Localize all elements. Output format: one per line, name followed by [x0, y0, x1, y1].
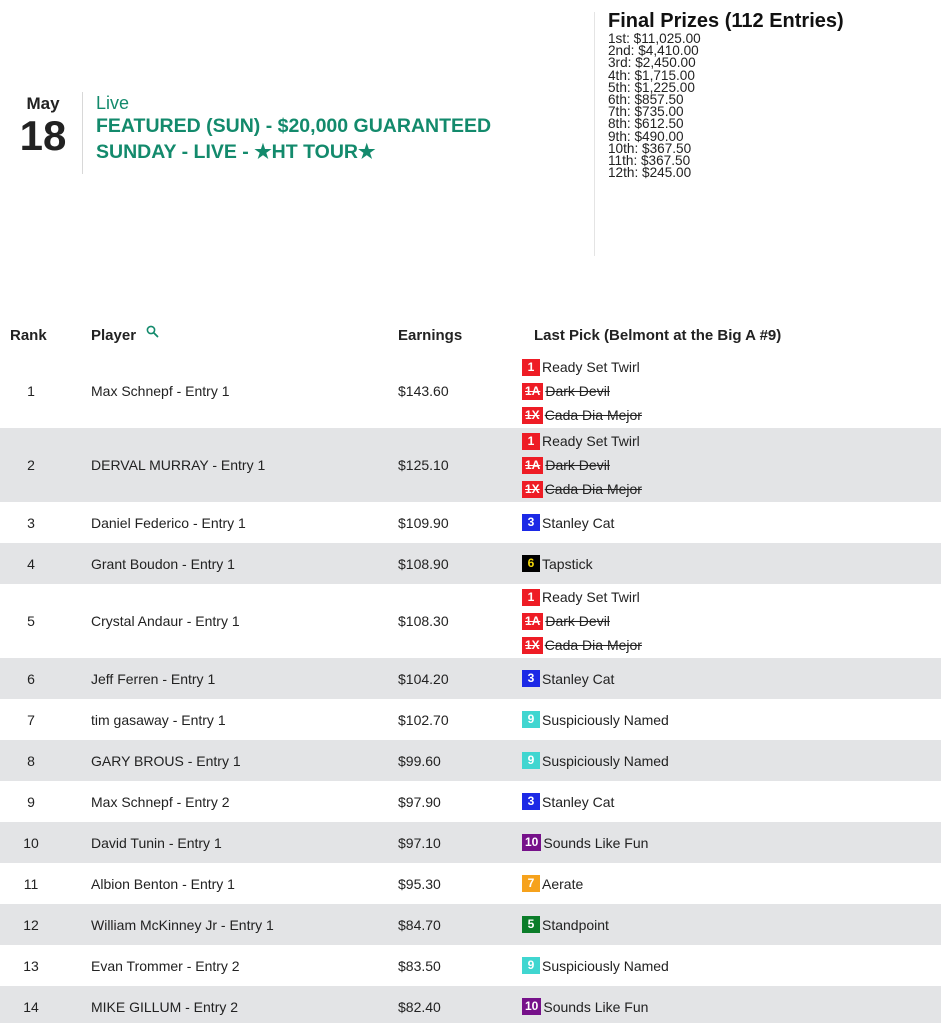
horse-name: Dark Devil [545, 457, 610, 473]
rank-cell: 12 [23, 916, 39, 933]
rank-cell: 4 [27, 555, 35, 572]
earnings-cell: $104.20 [398, 670, 449, 687]
prizes-divider [594, 12, 595, 256]
prize-line: 10th: $367.50 [608, 140, 692, 156]
player-name[interactable]: tim gasaway - Entry 1 [91, 711, 226, 728]
horse-name: Sounds Like Fun [543, 834, 649, 851]
rank-cell: 5 [27, 613, 35, 629]
prize-line: 1st: $11,025.00 [608, 31, 701, 46]
horse-name: Ready Set Twirl [542, 589, 640, 605]
horse-name: Cada Dia Mejor [544, 407, 642, 423]
last-pick-cell [522, 355, 642, 427]
table-row[interactable] [0, 502, 941, 543]
scratched-pick [522, 609, 642, 633]
pick [522, 585, 642, 609]
program-number-badge: 1 [522, 433, 540, 450]
table-row[interactable] [0, 945, 941, 986]
program-number-badge: 5 [522, 916, 540, 933]
leaderboard-table [0, 318, 941, 1023]
pick [522, 552, 593, 576]
table-row[interactable] [0, 986, 941, 1023]
prize-line: 12th: $245.00 [608, 165, 692, 181]
earnings-cell: $83.50 [398, 957, 441, 974]
prize-line: 11th: $367.50 [608, 153, 691, 169]
rank-cell: 1 [27, 383, 35, 399]
earnings-cell: $125.10 [398, 457, 449, 473]
player-name[interactable]: Max Schnepf - Entry 1 [91, 383, 230, 399]
prize-line: 7th: $735.00 [608, 104, 684, 120]
program-number-badge: 1A [522, 383, 543, 400]
last-pick-cell [522, 585, 642, 657]
program-number-badge: 1 [522, 589, 540, 606]
horse-name: Dark Devil [545, 383, 610, 399]
rank-cell: 7 [27, 711, 35, 728]
table-row[interactable] [0, 658, 941, 699]
last-pick-cell [522, 872, 583, 896]
scratched-pick [522, 477, 642, 501]
horse-name: Ready Set Twirl [542, 359, 640, 375]
program-number-badge: 9 [522, 957, 540, 974]
rank-cell: 8 [27, 752, 35, 769]
last-pick-header: Last Pick (Belmont at the Big A #9) [534, 327, 782, 344]
rank-cell: 10 [23, 834, 39, 851]
pick [522, 913, 609, 937]
rank-cell: 9 [27, 793, 35, 810]
rank-cell: 6 [27, 670, 35, 687]
last-pick-cell [522, 913, 609, 937]
player-name[interactable]: David Tunin - Entry 1 [91, 834, 222, 851]
player-name[interactable]: Grant Boudon - Entry 1 [91, 555, 235, 572]
last-pick-cell [522, 831, 648, 855]
program-number-badge: 3 [522, 793, 540, 810]
table-row[interactable] [0, 584, 941, 658]
earnings-cell: $102.70 [398, 711, 449, 728]
prize-line: 8th: $612.50 [608, 116, 684, 132]
pick [522, 790, 614, 814]
horse-name: Stanley Cat [542, 670, 615, 687]
event-info [96, 93, 491, 165]
earnings-cell: $99.60 [398, 752, 441, 769]
horse-name: Stanley Cat [542, 514, 615, 531]
program-number-badge: 3 [522, 670, 540, 687]
pick [522, 872, 583, 896]
table-row[interactable] [0, 781, 941, 822]
event-title-line2: SUNDAY - LIVE - ★HT TOUR★ [96, 141, 376, 163]
event-day: 18 [19, 112, 67, 159]
player-name[interactable]: Jeff Ferren - Entry 1 [91, 670, 216, 687]
last-pick-cell [522, 429, 642, 501]
final-prizes [608, 10, 844, 179]
earnings-cell: $108.90 [398, 555, 449, 572]
last-pick-cell [522, 552, 593, 576]
program-number-badge: 1X [522, 481, 543, 498]
program-number-badge: 1A [522, 457, 543, 474]
prize-line: 6th: $857.50 [608, 92, 684, 108]
player-name[interactable]: DERVAL MURRAY - Entry 1 [91, 457, 266, 473]
table-row[interactable] [0, 740, 941, 781]
pick [522, 749, 669, 773]
horse-name: Suspiciously Named [542, 957, 669, 974]
pick [522, 708, 669, 732]
table-row[interactable] [0, 699, 941, 740]
header-divider [82, 92, 83, 174]
earnings-cell: $108.30 [398, 613, 449, 629]
horse-name: Aerate [542, 875, 584, 892]
event-title-line1: FEATURED (SUN) - $20,000 GUARANTEED [96, 115, 492, 137]
prize-line: 4th: $1,715.00 [608, 67, 695, 83]
program-number-badge: 1A [522, 613, 543, 630]
last-pick-cell [522, 749, 669, 773]
horse-name: Cada Dia Mejor [544, 637, 642, 653]
player-name[interactable]: Daniel Federico - Entry 1 [91, 514, 246, 531]
horse-name: Suspiciously Named [542, 711, 669, 728]
player-name[interactable]: Albion Benton - Entry 1 [91, 875, 235, 892]
table-row[interactable] [0, 904, 941, 945]
program-number-badge: 1X [522, 637, 543, 654]
prizes-title: Final Prizes (112 Entries) [608, 10, 844, 32]
event-date [12, 94, 74, 158]
earnings-cell: $95.30 [398, 875, 441, 892]
program-number-badge: 1 [522, 359, 540, 376]
horse-name: Tapstick [542, 555, 593, 572]
horse-name: Dark Devil [545, 613, 610, 629]
earnings-cell: $84.70 [398, 916, 441, 933]
player-header [91, 327, 159, 344]
program-number-badge: 1X [522, 407, 543, 424]
horse-name: Suspiciously Named [542, 752, 669, 769]
horse-name: Ready Set Twirl [542, 433, 640, 449]
prize-line: 2nd: $4,410.00 [608, 43, 699, 59]
pick [522, 995, 648, 1019]
table-row[interactable] [0, 863, 941, 904]
program-number-badge: 6 [522, 555, 540, 572]
scratched-pick [522, 379, 642, 403]
pick [522, 429, 642, 453]
program-number-badge: 10 [522, 834, 541, 851]
program-number-badge: 10 [522, 998, 541, 1015]
earnings-cell: $109.90 [398, 514, 449, 531]
earnings-cell: $97.90 [398, 793, 441, 810]
search-icon[interactable] [146, 325, 159, 342]
player-name[interactable]: Max Schnepf - Entry 2 [91, 793, 230, 810]
last-pick-cell [522, 708, 669, 732]
program-number-badge: 7 [522, 875, 540, 892]
last-pick-cell [522, 790, 614, 814]
program-number-badge: 9 [522, 711, 540, 728]
rank-cell: 3 [27, 514, 35, 531]
pick [522, 511, 614, 535]
last-pick-cell [522, 995, 648, 1019]
program-number-badge: 9 [522, 752, 540, 769]
horse-name: Stanley Cat [542, 793, 615, 810]
scratched-pick [522, 633, 642, 657]
player-name[interactable]: GARY BROUS - Entry 1 [91, 752, 241, 769]
last-pick-cell [522, 954, 669, 978]
player-name[interactable]: MIKE GILLUM - Entry 2 [91, 998, 239, 1015]
scratched-pick [522, 403, 642, 427]
event-status: Live [96, 93, 130, 113]
table-row[interactable] [0, 822, 941, 863]
pick [522, 831, 648, 855]
earnings-cell: $82.40 [398, 998, 441, 1015]
player-name[interactable]: Crystal Andaur - Entry 1 [91, 613, 240, 629]
horse-name: Cada Dia Mejor [544, 481, 642, 497]
earnings-cell: $97.10 [398, 834, 441, 851]
pick [522, 954, 669, 978]
table-row[interactable] [0, 428, 941, 502]
player-header-label: Player [91, 327, 137, 344]
program-number-badge: 3 [522, 514, 540, 531]
prize-line: 9th: $490.00 [608, 128, 684, 144]
rank-cell: 13 [23, 957, 39, 974]
earnings-header: Earnings [398, 327, 463, 344]
pick [522, 667, 614, 691]
table-row[interactable] [0, 543, 941, 584]
last-pick-cell [522, 511, 614, 535]
player-name[interactable]: Evan Trommer - Entry 2 [91, 957, 240, 974]
table-row[interactable] [0, 354, 941, 428]
earnings-cell: $143.60 [398, 383, 449, 399]
player-name[interactable]: William McKinney Jr - Entry 1 [91, 916, 274, 933]
table-body [0, 354, 941, 1023]
rank-cell: 2 [27, 457, 35, 473]
scratched-pick [522, 453, 642, 477]
pick [522, 355, 642, 379]
rank-header: Rank [10, 327, 47, 344]
rank-cell: 14 [23, 998, 39, 1015]
horse-name: Sounds Like Fun [543, 998, 649, 1015]
table-header [0, 318, 941, 354]
rank-cell: 11 [23, 875, 39, 892]
prize-line: 5th: $1,225.00 [608, 79, 695, 95]
last-pick-cell [522, 667, 614, 691]
tournament-header [0, 0, 941, 280]
prize-line: 3rd: $2,450.00 [608, 55, 696, 71]
prize-list [608, 33, 844, 179]
horse-name: Standpoint [542, 916, 609, 933]
event-month: May [26, 94, 60, 113]
